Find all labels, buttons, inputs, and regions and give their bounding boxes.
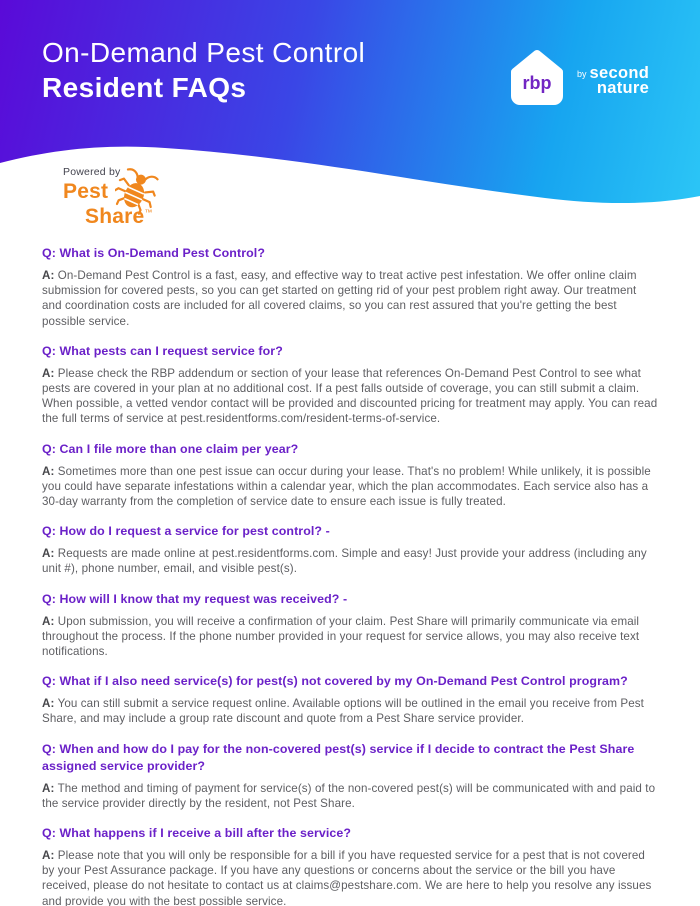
faq-question: Q: What happens if I receive a bill after the service?	[42, 826, 352, 841]
by-label: by	[577, 69, 587, 79]
brand-line-nature: nature	[596, 79, 650, 97]
faq-question: Q: Can I file more than one claim per year?	[42, 441, 299, 456]
faq-question[interactable]: Q: How do I request a service for pest control? -	[42, 524, 330, 539]
answer-text: You can still submit a service request online. Available options will be outlined in the email you receive from Pest Share, and may include a group rate discount and quote from a Pest Share service provider.	[42, 697, 645, 726]
rbp-badge-text: rbp	[522, 73, 552, 93]
faq-item	[42, 591, 658, 660]
answer-prefix: A:	[42, 614, 55, 628]
answer-text: Please note that you will only be responsible for a bill if you have requested service for a pest that is not covered by your Pest Assurance package. If you have any questions or concerns about the service or the bill you have received, please do not hesitate to contact us at claims@pestshare.com. We are here to help you resolve any issues and provide you with the best possible service.	[42, 849, 652, 906]
banner-titles	[42, 36, 365, 106]
cockroach-icon	[115, 167, 159, 215]
brand-line-second: second	[589, 64, 650, 82]
page-subtitle: Resident FAQs	[42, 72, 247, 103]
faq-answer	[42, 546, 658, 576]
rbp-house-icon	[503, 42, 569, 112]
faq-question: Q: What pests can I request service for?	[42, 343, 283, 358]
answer-prefix: A:	[42, 269, 55, 282]
answer-text: Requests are made online at pest.residentforms.com. Simple and easy! Just provide your address (including any unit #), phone number, email, and visible pest(s).	[42, 547, 647, 576]
faq-item	[42, 673, 658, 726]
share-label: Share	[85, 205, 145, 228]
faq-question: Q: What if I also need service(s) for pest(s) not covered by my On-Demand Pest Control program?	[42, 674, 628, 689]
answer-text: Upon submission, you will receive a confirmation of your claim. Pest Share will primarily communicate via email throughout the process. If the phone number provided in your request for service allows, you may also receive text notifications.	[42, 614, 640, 659]
pest-label: Pest	[63, 180, 109, 203]
answer-prefix: A:	[42, 464, 55, 478]
faq-answer	[42, 268, 658, 329]
faq-list	[0, 215, 700, 906]
faq-answer	[42, 614, 658, 660]
faq-item	[42, 245, 658, 329]
faq-answer	[42, 696, 658, 726]
rbp-second-nature-logo	[503, 42, 649, 112]
answer-text: On-Demand Pest Control is a fast, easy, and effective way to treat active pest infestation. We offer online claim submission for covered pests, so you can get started on getting rid of your pest problem right away. Our treatment and coordination costs are included for all covered claims, so you can rest assured that you're getting the best possible service.	[42, 269, 637, 328]
answer-text: The method and timing of payment for service(s) of the non-covered pest(s) will be communicated with and paid to the service provider directly by the resident, not Pest Share.	[42, 781, 656, 810]
answer-prefix: A:	[42, 366, 55, 380]
faq-answer	[42, 366, 658, 427]
answer-text: Please check the RBP addendum or section of your lease that references On-Demand Pest Control to see what pests are covered in your plan at no additional cost. If a pest falls outside of coverage, you can still submit a claim. When possible, a vetted vendor contact will be provided and discounted pricing for treatment may apply. You can read the full terms of service at pest.residentforms.com/resident-terms-of-service.	[42, 366, 658, 426]
faq-item	[42, 523, 658, 576]
second-nature-wordmark	[577, 66, 649, 96]
page-title: On-Demand Pest Control	[42, 37, 366, 68]
faq-question[interactable]: Q: How will I know that my request was received? -	[42, 591, 348, 606]
answer-prefix: A:	[42, 547, 55, 561]
trademark-symbol: ™	[144, 208, 153, 217]
faq-question: Q: What is On-Demand Pest Control?	[42, 246, 265, 260]
faq-answer	[42, 848, 658, 906]
pest-share-logo	[63, 166, 233, 227]
answer-text: Sometimes more than one pest issue can occur during your lease. That's no problem! While unlikely, it is possible you could have separate infestations within a calendar year, which the plan accommodates. Each service also has a 30-day warranty from the completion of service date to ensure each issue is fully treated.	[42, 464, 651, 509]
faq-item	[42, 741, 658, 811]
faq-question: Q: When and how do I pay for the non-covered pest(s) service if I decide to contract the Pest Share assigned service provider?	[42, 741, 635, 773]
faq-item	[42, 441, 658, 510]
faq-item	[42, 825, 658, 906]
faq-answer	[42, 464, 658, 510]
answer-prefix: A:	[42, 781, 55, 795]
faq-answer	[42, 781, 658, 811]
answer-prefix: A:	[42, 849, 55, 863]
powered-by-label: Powered by	[63, 166, 121, 178]
answer-prefix: A:	[42, 697, 55, 711]
faq-item	[42, 343, 658, 427]
